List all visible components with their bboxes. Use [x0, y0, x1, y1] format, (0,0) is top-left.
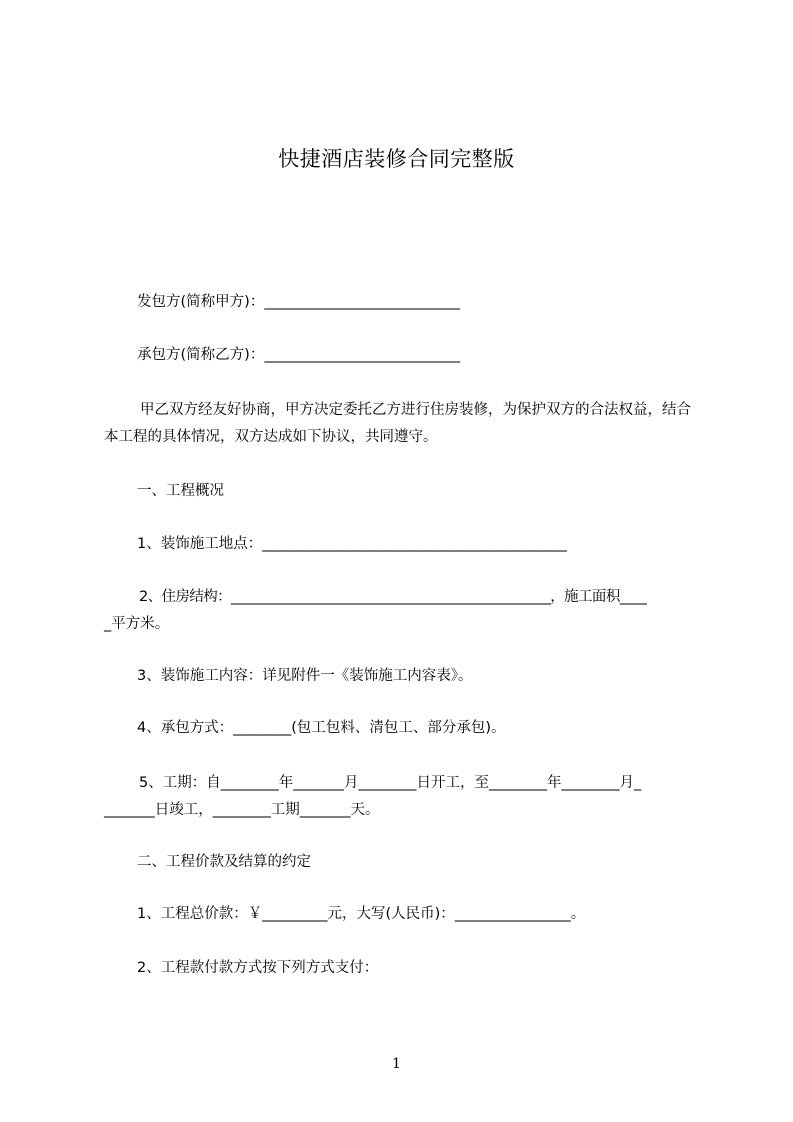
- item-1-2-structure: 2、住房结构：________________________________________________，施工面积____: [139, 589, 647, 605]
- item-1-5-period: 5、工期：自________年_______月________日开工，至________年________月_: [139, 775, 642, 791]
- party-b-line: 承包方(简称乙方)：___________________________: [137, 347, 461, 363]
- item-1-3-content: 3、装饰施工内容：详见附件一《装饰施工内容表》。: [137, 668, 473, 684]
- item-1-5-continuation: _______日竣工，________工期_______天。: [104, 802, 380, 818]
- section-1-heading: 一、工程概况: [137, 483, 224, 499]
- section-2-heading: 二、工程价款及结算的约定: [137, 854, 311, 870]
- item-2-2-payment-method: 2、工程款付款方式按下列方式支付：: [137, 960, 379, 976]
- party-a-line: 发包方(简称甲方)：___________________________: [137, 294, 461, 310]
- item-1-2-continuation: _平方米。: [104, 616, 170, 632]
- item-1-1-location: 1、装饰施工地点：__________________________________________: [137, 536, 567, 552]
- document-title: 快捷酒店装修合同完整版: [278, 147, 515, 171]
- item-1-4-contract-type: 4、承包方式：________(包工包料、清包工、部分承包)。: [137, 720, 506, 736]
- page-number: 1: [392, 1056, 401, 1072]
- intro-paragraph: 甲乙双方经友好协商，甲方决定委托乙方进行住房装修，为保护双方的合法权益，结合本工程的具体情况，双方达成如下协议，共同遵守。: [104, 402, 691, 445]
- item-2-1-total-price: 1、工程总价款：￥_________元，大写(人民币)：________________。: [137, 906, 586, 922]
